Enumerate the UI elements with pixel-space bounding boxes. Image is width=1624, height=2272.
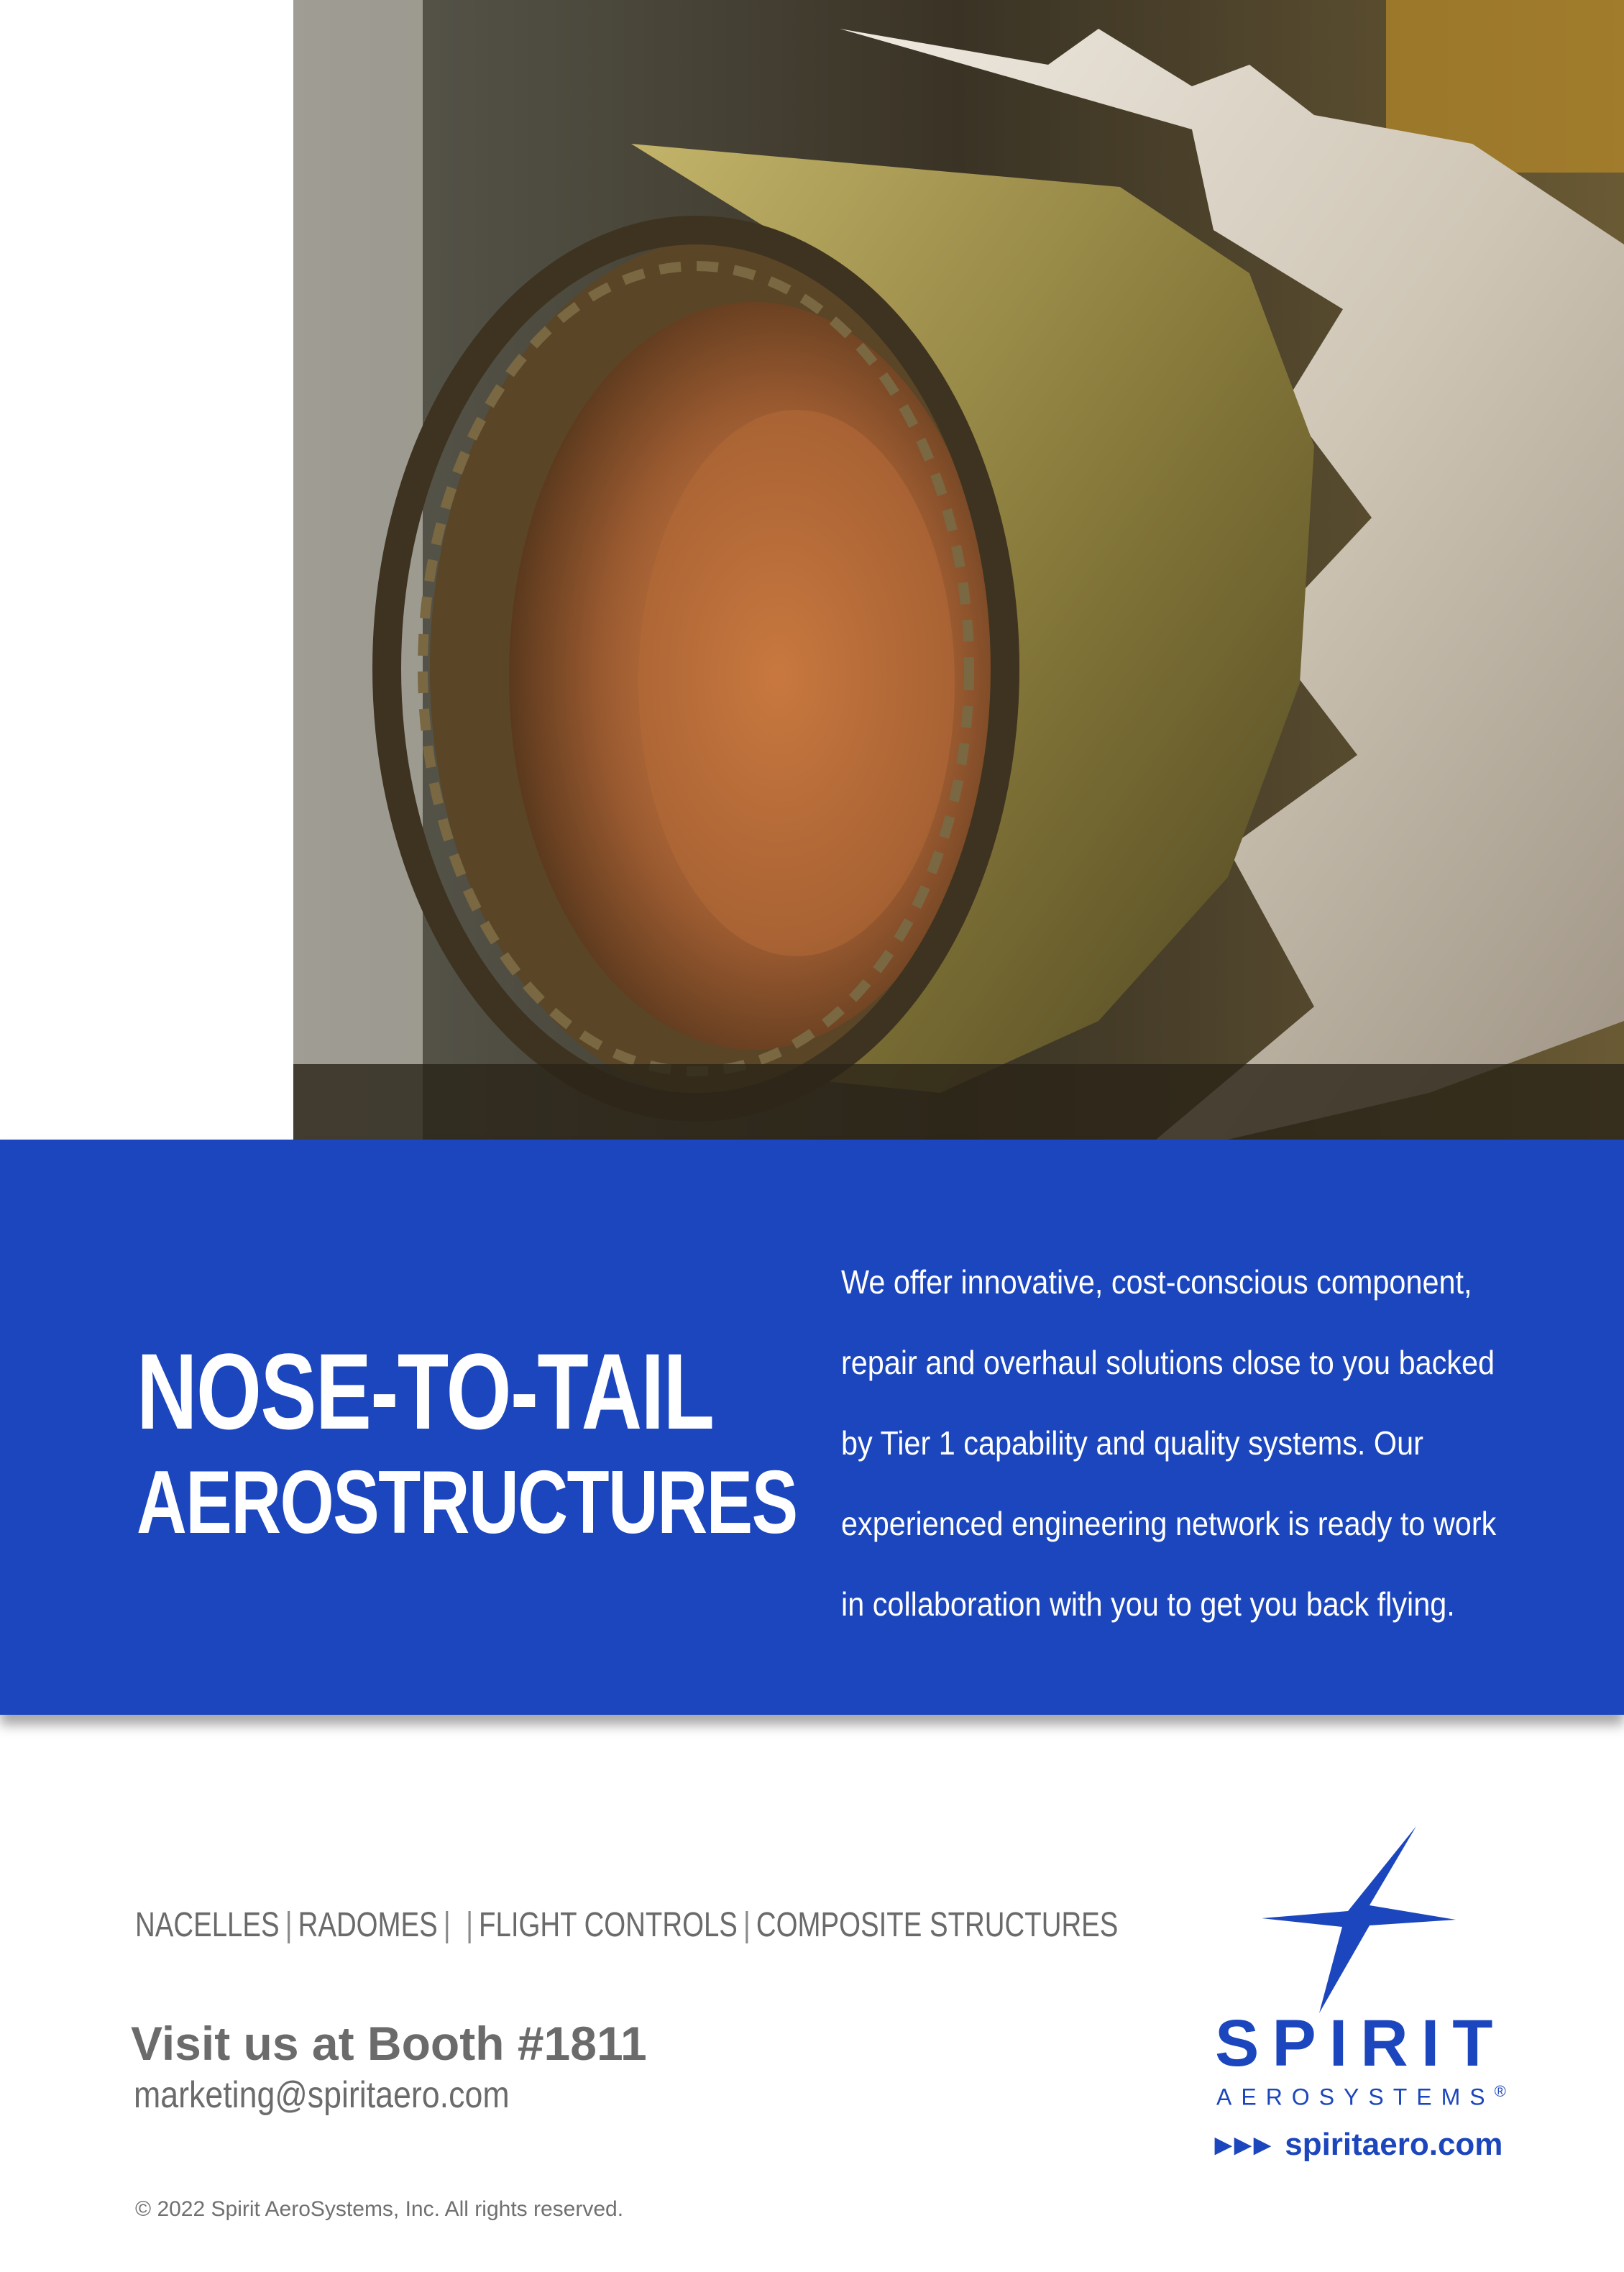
- body-copy-line: by Tier 1 capability and quality systems. Our: [841, 1424, 1423, 1462]
- separator: |: [743, 1906, 751, 1944]
- website-text: spiritaero.com: [1285, 2127, 1503, 2162]
- body-copy-line: We offer innovative, cost-conscious component,: [841, 1263, 1472, 1301]
- separator: | |: [443, 1906, 474, 1944]
- body-copy-line: experienced engineering network is ready to work: [841, 1505, 1497, 1542]
- body-copy-line: in collaboration with you to get you back flying.: [841, 1585, 1455, 1623]
- logo-wordmark: SPIRIT: [1215, 2007, 1506, 2080]
- capability-item: FLIGHT CONTROLS: [479, 1906, 738, 1944]
- spirit-star-logo-icon: [1262, 1826, 1456, 2013]
- website-link[interactable]: [1215, 2127, 1503, 2163]
- email-link[interactable]: marketing@spiritaero.com: [134, 2074, 510, 2116]
- capabilities-list: [135, 1905, 1118, 1945]
- copyright: © 2022 Spirit AeroSystems, Inc. All rights reserved.: [135, 2197, 624, 2221]
- separator: |: [285, 1906, 293, 1944]
- registered-mark: ®: [1494, 2082, 1506, 2100]
- capability-item: RADOMES: [298, 1906, 438, 1944]
- hero-image: [293, 0, 1624, 1140]
- body-copy-line: repair and overhaul solutions close to you backed: [841, 1344, 1495, 1381]
- headline-line-2: AEROSTRUCTURES: [137, 1453, 797, 1552]
- logo-subtitle: [1216, 2082, 1533, 2111]
- body-copy: [841, 1242, 1524, 1644]
- blue-banner: [0, 1140, 1624, 1715]
- capability-item: NACELLES: [135, 1906, 280, 1944]
- headline-line-1: NOSE-TO-TAIL: [137, 1331, 714, 1452]
- arrows-icon: ▶▶▶: [1215, 2133, 1274, 2157]
- logo-subtitle-text: AEROSYSTEMS: [1216, 2084, 1495, 2110]
- capability-item: COMPOSITE STRUCTURES: [756, 1906, 1119, 1944]
- booth-text: Visit us at Booth #1811: [131, 2017, 647, 2070]
